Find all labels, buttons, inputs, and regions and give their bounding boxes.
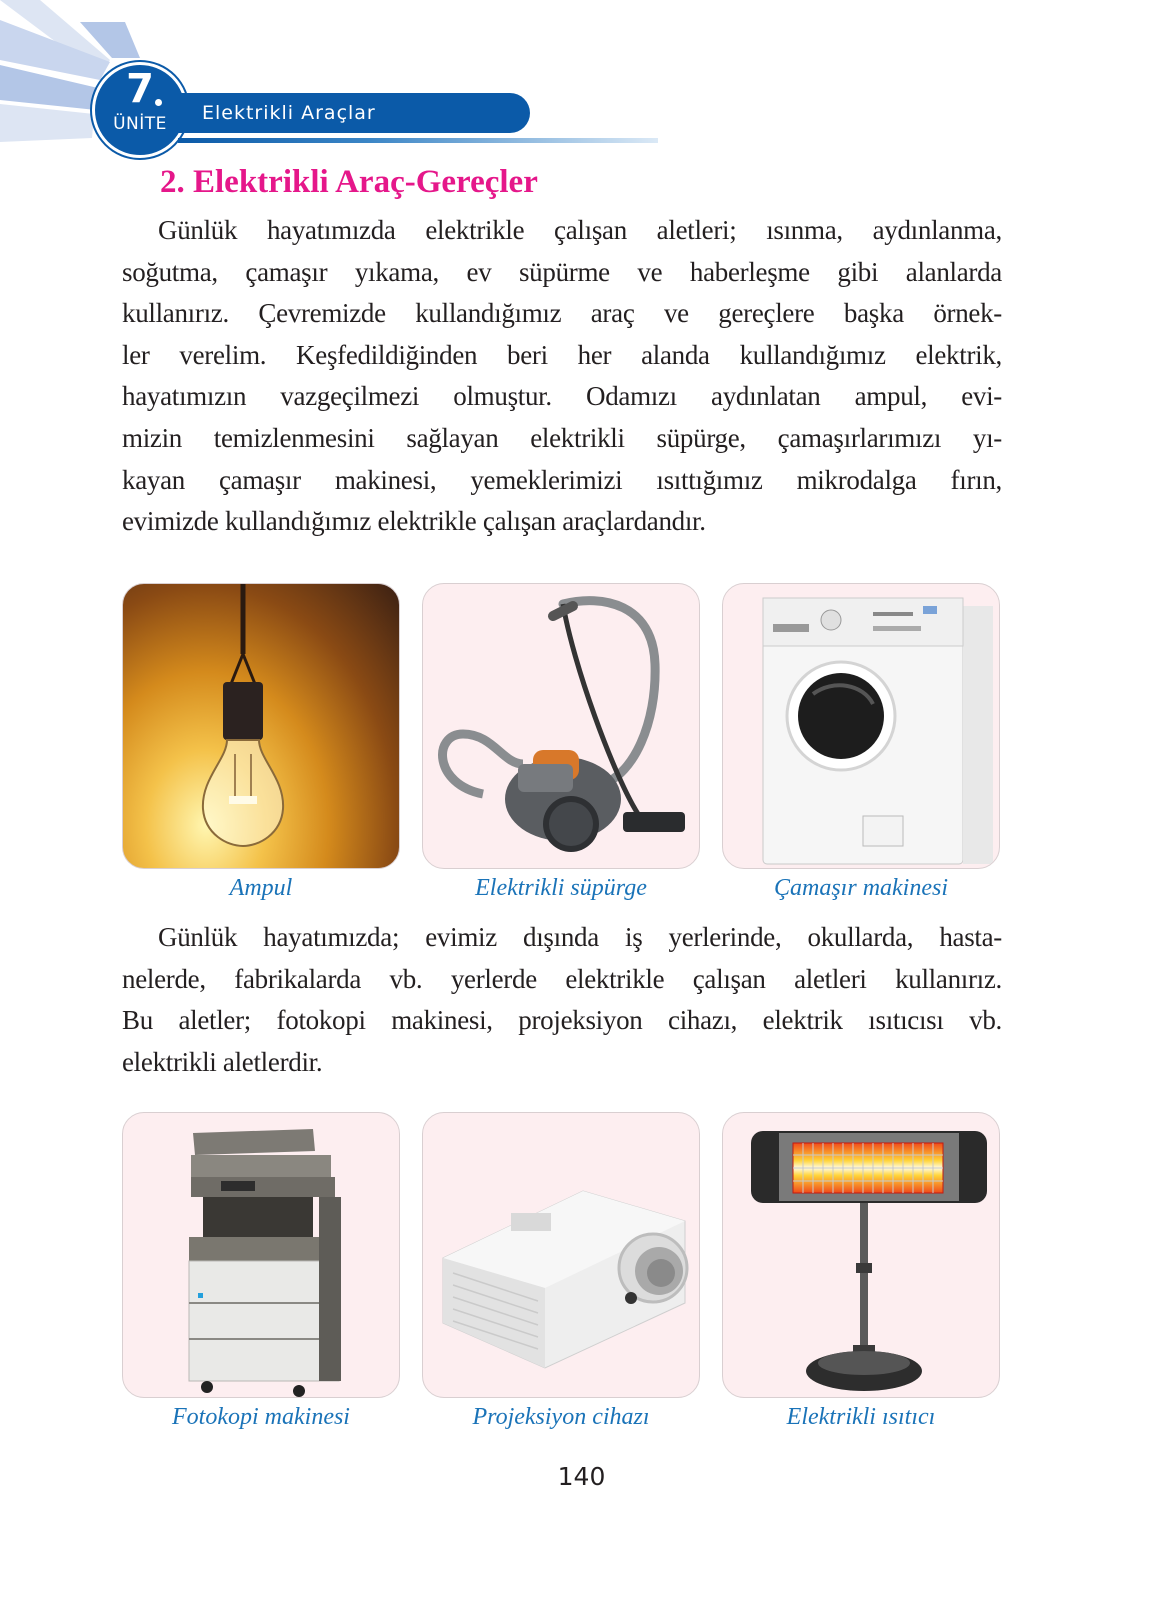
caption-electric-heater: Elektrikli ısıtıcı bbox=[786, 1404, 936, 1430]
image-card-vacuum-cleaner bbox=[422, 583, 700, 869]
caption-light-bulb: Ampul bbox=[229, 875, 293, 901]
washing-machine-icon bbox=[723, 584, 1000, 869]
paragraph-line: soğutma, çamaşır yıkama, ev süpürme ve haberleşme gibi alanlarda bbox=[122, 256, 1002, 287]
banner-underline bbox=[178, 138, 658, 143]
paragraph-line: ler verelim. Keşfedildiğinden beri her alanda kullandığımız elektrik, bbox=[122, 339, 1002, 370]
caption-projector: Projeksiyon cihazı bbox=[472, 1404, 650, 1430]
paragraph-line: Günlük hayatımızda; evimiz dışında iş yerlerinde, okullarda, hasta- bbox=[158, 922, 1002, 952]
caption-vacuum-cleaner: Elektrikli süpürge bbox=[475, 875, 647, 901]
caption-photocopier: Fotokopi makinesi bbox=[172, 1404, 350, 1430]
image-card-projector bbox=[422, 1112, 700, 1398]
image-card-photocopier bbox=[122, 1112, 400, 1398]
vacuum-cleaner-icon bbox=[423, 584, 700, 869]
unit-title-banner bbox=[178, 93, 530, 133]
unit-label: ÜNİTE bbox=[113, 114, 167, 134]
unit-title: Elektrikli Araçlar bbox=[202, 102, 376, 124]
projector-icon bbox=[423, 1113, 700, 1398]
page-number: 140 bbox=[557, 1462, 606, 1491]
paragraph-line: kullanırız. Çevremizde kullandığımız araç ve gereçlere başka örnek- bbox=[122, 298, 1002, 329]
image-card-light-bulb bbox=[122, 583, 400, 869]
image-card-washing-machine bbox=[722, 583, 1000, 869]
image-card-electric-heater bbox=[722, 1112, 1000, 1398]
paragraph-line: hayatımızın vazgeçilmezi olmuştur. Odamızı aydınlatan ampul, evi- bbox=[122, 381, 1002, 412]
paragraph-line: elektrikli aletlerdir. bbox=[122, 1046, 323, 1077]
paragraph-workplace bbox=[122, 917, 1002, 1083]
photocopier-icon bbox=[123, 1113, 400, 1398]
paragraph-line: kayan çamaşır makinesi, yemeklerimizi ısıttığımız mikrodalga fırın, bbox=[122, 464, 1002, 495]
paragraph-line: evimizde kullandığımız elektrikle çalışan araçlardandır. bbox=[122, 506, 706, 537]
paragraph-line: mizin temizlenmesini sağlayan elektrikli süpürge, çamaşırlarımızı yı- bbox=[122, 422, 1002, 453]
paragraph-line: Bu aletler; fotokopi makinesi, projeksiyon cihazı, elektrik ısıtıcısı vb. bbox=[122, 1005, 1002, 1036]
unit-number: 7 bbox=[126, 66, 154, 112]
paragraph-line: Günlük hayatımızda elektrikle çalışan aletleri; ısınma, aydınlanma, bbox=[158, 215, 1002, 245]
caption-washing-machine: Çamaşır makinesi bbox=[774, 875, 948, 901]
section-title: 2. Elektrikli Araç-Gereçler bbox=[160, 164, 538, 200]
paragraph-line: nelerde, fabrikalarda vb. yerlerde elektrikle çalışan aletleri kullanırız. bbox=[122, 963, 1002, 994]
light-bulb-icon bbox=[123, 584, 400, 869]
unit-badge bbox=[92, 62, 188, 158]
unit-dot bbox=[155, 99, 162, 106]
paragraph-intro bbox=[122, 210, 1002, 543]
electric-heater-icon bbox=[723, 1113, 1000, 1398]
